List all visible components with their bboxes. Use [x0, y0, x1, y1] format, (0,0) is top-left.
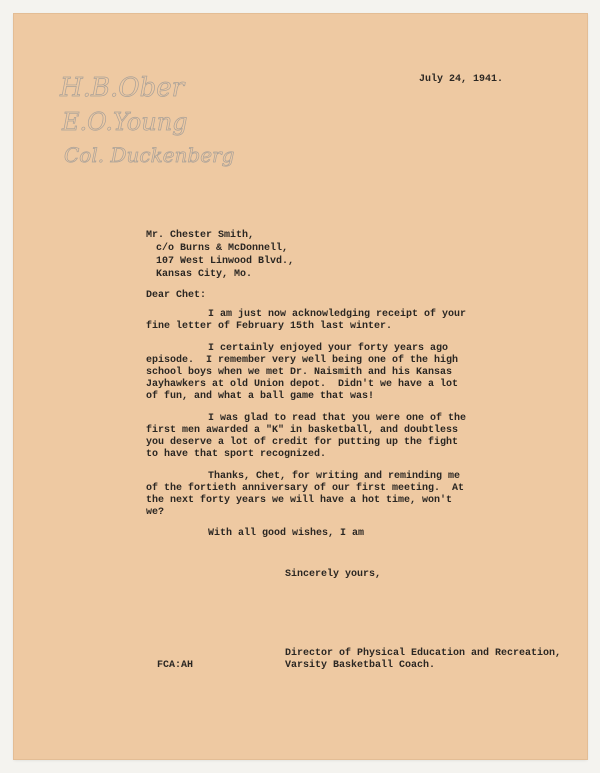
typist-initials: FCA:AH [157, 660, 194, 671]
body-line: Jayhawkers at old Union depot. Didn't we have a lot [146, 379, 459, 390]
recipient-line-4: Kansas City, Mo. [156, 269, 253, 280]
body-line: of fun, and what a ball game that was! [146, 391, 375, 402]
body-line: I certainly enjoyed your forty years ago [208, 343, 449, 354]
body-line: first men awarded a "K" in basketball, and doubtless [146, 425, 459, 436]
annotation-line-3: Col. Duckenberg [64, 143, 235, 167]
body-line: we? [146, 507, 165, 518]
annotation-line-2: E.O.Young [62, 108, 188, 136]
body-line: With all good wishes, I am [208, 528, 365, 539]
signature-title-line-2: Varsity Basketball Coach. [285, 660, 436, 671]
body-line: the next forty years we will have a hot time, won't [146, 495, 453, 506]
body-line: episode. I remember very well being one of the high [146, 355, 459, 366]
handwritten-annotations [56, 66, 246, 196]
body-line: I was glad to read that you were one of the [208, 413, 467, 424]
body-line: school boys when we met Dr. Naismith and his Kansas [146, 367, 453, 378]
closing: Sincerely yours, [285, 569, 382, 580]
recipient-line-2: c/o Burns & McDonnell, [156, 243, 289, 254]
signature-title-line-1: Director of Physical Education and Recreation, [285, 648, 562, 659]
body-line: to have that sport recognized. [146, 449, 327, 460]
letter-date: July 24, 1941. [419, 74, 504, 85]
recipient-line-1: Mr. Chester Smith, [146, 230, 255, 241]
body-line: fine letter of February 15th last winter. [146, 321, 393, 332]
body-line: I am just now acknowledging receipt of your [208, 309, 467, 320]
body-line: of the fortieth anniversary of our first meeting. At [146, 483, 465, 494]
annotation-line-1: H.B.Ober [60, 73, 185, 103]
salutation: Dear Chet: [146, 290, 207, 301]
body-line: Thanks, Chet, for writing and reminding me [208, 471, 461, 482]
body-line: you deserve a lot of credit for putting up the fight [146, 437, 459, 448]
recipient-line-3: 107 West Linwood Blvd., [156, 256, 295, 267]
